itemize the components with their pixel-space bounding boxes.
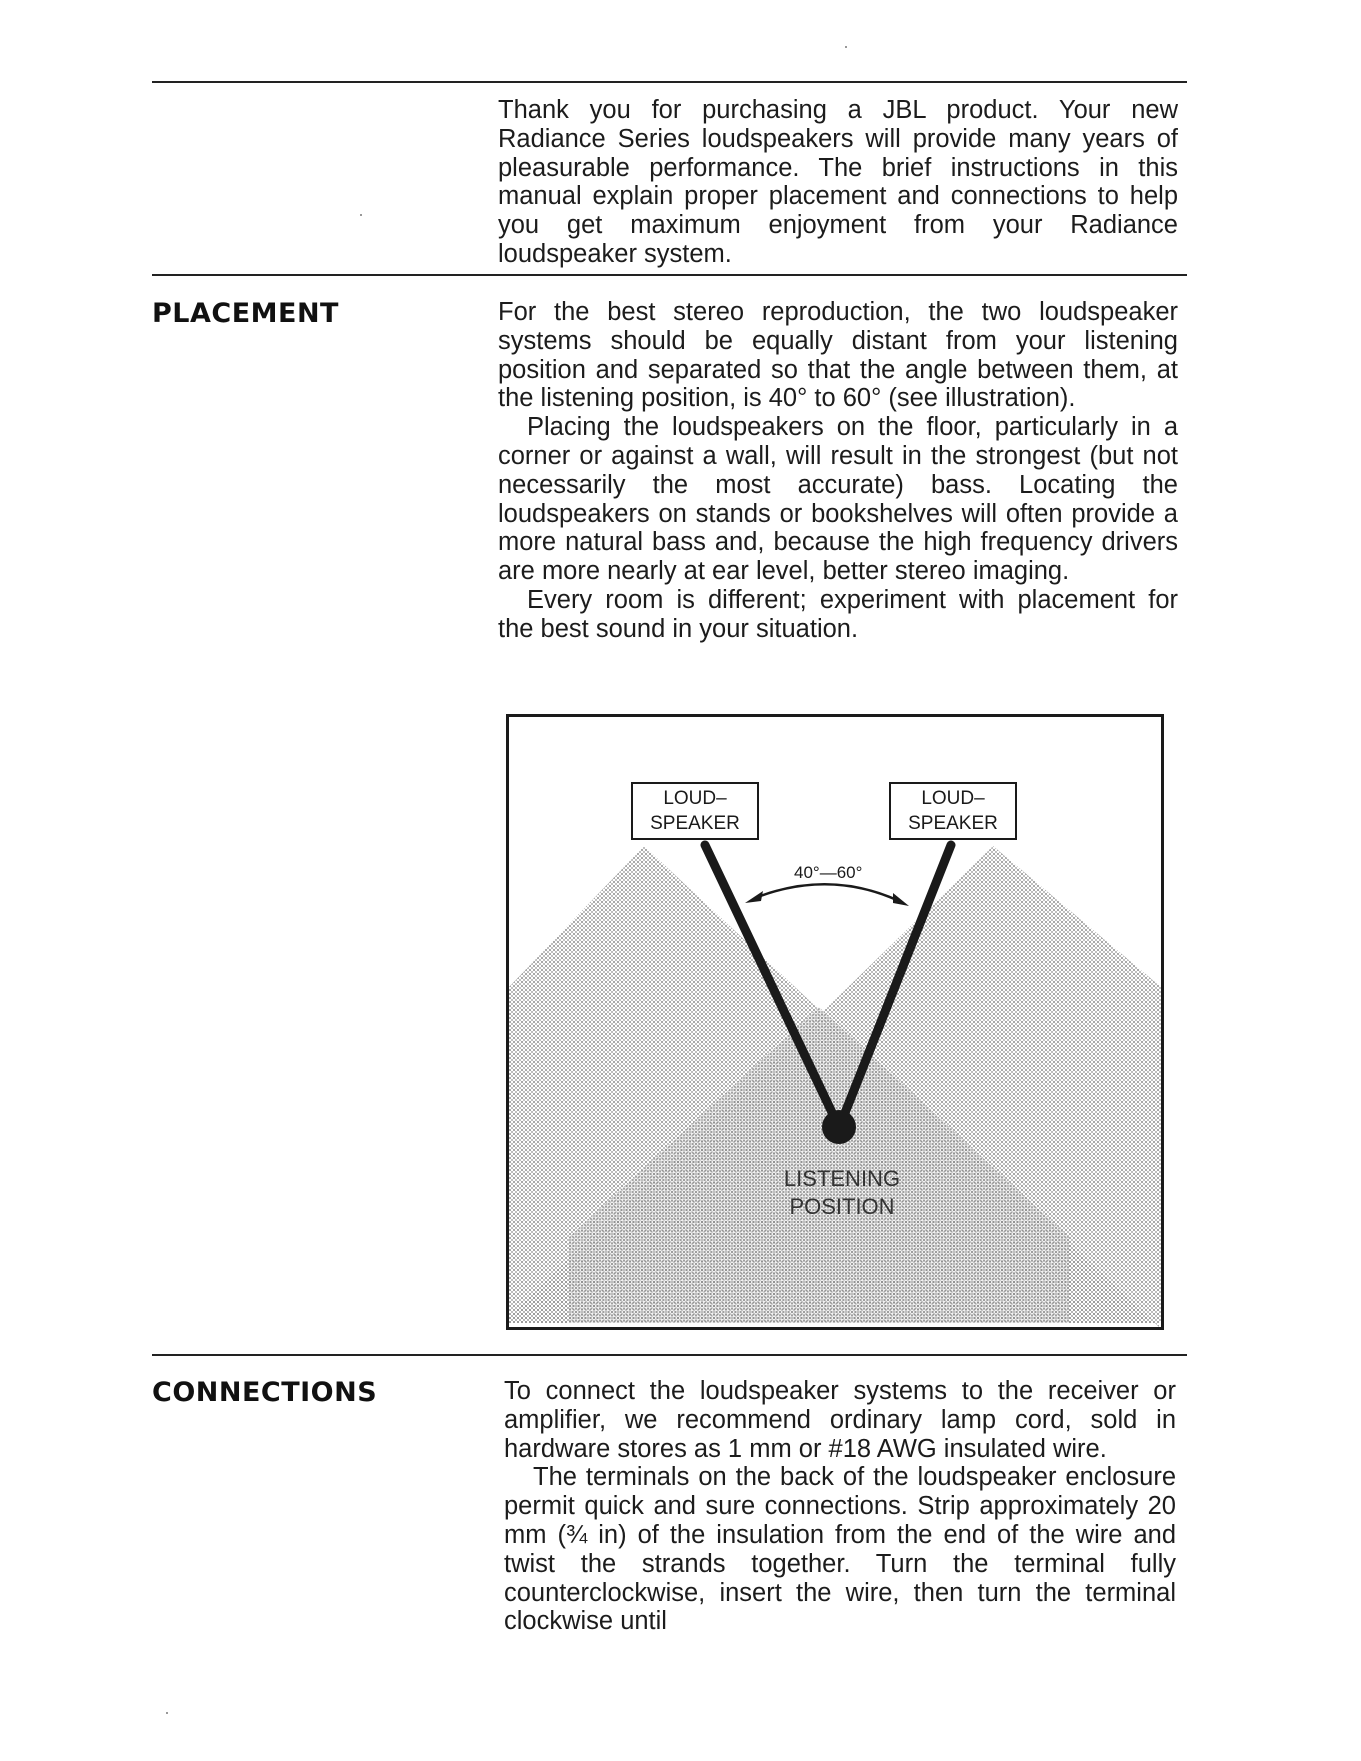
listening-position-label <box>742 1165 942 1221</box>
angle-arrow-left <box>745 891 763 903</box>
left-loudspeaker-label-line1: LOUD– <box>663 788 727 809</box>
scan-speck <box>845 46 847 48</box>
intro-paragraph: Thank you for purchasing a JBL product. Your new Radiance Series loudspeakers will provide many years of pleasurable performance. The brief instructions in this manual explain proper placement and connections to help you get maximum enjoyment from your Radiance loudspeaker system. <box>498 96 1178 268</box>
right-loudspeaker-label-line2: SPEAKER <box>908 813 998 834</box>
connections-section <box>504 1377 1176 1636</box>
left-loudspeaker-label-line2: SPEAKER <box>650 813 740 834</box>
angle-label: 40°—60° <box>794 863 863 882</box>
scan-speck <box>360 214 362 216</box>
placement-rule <box>152 274 1187 276</box>
scan-speck <box>166 1712 168 1714</box>
placement-illustration <box>506 714 1164 1330</box>
listening-position-dot <box>822 1110 856 1144</box>
right-loudspeaker-label-line1: LOUD– <box>921 788 985 809</box>
illustration-drawing <box>509 717 1161 1327</box>
right-loudspeaker-box <box>889 782 1017 840</box>
placement-paragraph-2: Placing the loudspeakers on the floor, particularly in a corner or against a wall, will result in the strongest (but not necessarily the most accurate) bass. Locating the loudspeakers on stands or bookshelves will often provide a more natural bass and, because the high frequency drivers are more nearly at ear level, better stereo imaging. <box>498 413 1178 586</box>
placement-paragraph-1: For the best stereo reproduction, the two loudspeaker systems should be equally distant from your listening position and separated so that the angle between them, at the listening position, is 40° to 60° (see illustration). <box>498 298 1178 413</box>
intro-section <box>498 96 1178 269</box>
connections-paragraph-1: To connect the loudspeaker systems to the receiver or amplifier, we recommend ordinary lamp cord, sold in hardware stores as 1 mm or #18 AWG insulated wire. <box>504 1377 1176 1463</box>
connections-paragraph-2: The terminals on the back of the loudspeaker enclosure permit quick and sure connections. Strip approximately 20 mm (¾ in) of the insulation from the end of the wire and twist the strands together. Turn the terminal fully counterclockwise, insert the wire, then turn the terminal clockwise until <box>504 1463 1176 1636</box>
connections-rule <box>152 1354 1187 1356</box>
placement-section <box>498 298 1178 644</box>
left-loudspeaker-box <box>631 782 759 840</box>
listening-label-line1: LISTENING <box>783 1166 901 1191</box>
connections-heading: CONNECTIONS <box>152 1377 378 1408</box>
listening-label-line2: POSITION <box>789 1194 895 1219</box>
placement-heading: PLACEMENT <box>152 298 339 329</box>
angle-arrow-right <box>893 893 909 906</box>
angle-arc <box>755 884 899 901</box>
top-rule <box>152 81 1187 83</box>
placement-paragraph-3: Every room is different; experiment with placement for the best sound in your situation. <box>498 585 1178 643</box>
